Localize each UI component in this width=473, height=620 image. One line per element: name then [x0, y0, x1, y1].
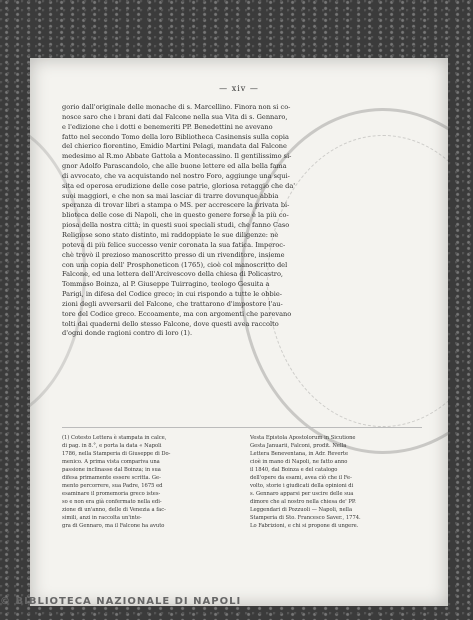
footnote-line: mento percorrere, sua Padre, 1675 ed	[62, 483, 163, 489]
text-line: blioteca delle cose di Napoli, che in questo genere forse è la più co-	[62, 211, 289, 220]
footnotes-right-column	[250, 434, 422, 530]
text-line: Parigi, in difesa del Codice greco; in cui rispondo a tutte le obbie-	[62, 290, 282, 299]
footnote-line: s. Gennaro apparsi per uscire delle sua	[250, 491, 354, 497]
footnote-line: il 1840, dal Boinza e del catalogo	[250, 467, 338, 473]
footnote-line: Lettera Beneventana, in Adr. Reverte	[250, 451, 349, 457]
text-line: tolti dai quaderni dello stesso Falcone, dove questi avea raccolto	[62, 319, 279, 328]
footnote-line: cioè in mano di Napoli, ne fatto anno	[250, 459, 348, 465]
text-line: d'ogni donde ragioni contro di loro (1).	[62, 329, 193, 338]
text-line: di avvocato, che va acquistando nel nostro Foro, aggiunge una squi-	[62, 171, 290, 180]
footnote-line: (1) Cotesto Lettera è stampata in calce,	[62, 435, 167, 441]
footnote-line: Vesta Epistola Apostolorum in Sicutione	[250, 435, 356, 441]
text-line: piosa della nostra città; in questi suoi speciali studi, che fanno Caso	[62, 221, 290, 230]
footnote-line: dimore che al nostro nella chiesa de' PP.	[250, 499, 356, 505]
text-line: speranza di trovar libri a stampa o MS. per accrescere la privata bi-	[62, 201, 290, 210]
text-line: medesimo al R.mo Abbate Gattola a Montecassino. Il gentilissimo si-	[62, 152, 292, 161]
text-line: e l'edizione che i dotti e benemeriti PP. Benedettini ne avevano	[62, 122, 273, 131]
footnotes-left-column	[62, 434, 234, 530]
document-page	[30, 58, 448, 606]
text-line: chè trovò il prezioso manoscritto presso di un rivenditore, insieme	[62, 250, 285, 259]
footnote-line: Gesta Januarii, Falconi, prodit. Nella	[250, 443, 347, 449]
footnote-line: dell'opere da esami, avea ciò che il Fe-	[250, 475, 352, 481]
text-line: nosce saro che i brani dati dal Falcone nella sua Vita di s. Gennaro,	[62, 112, 288, 121]
text-line: poteva di più felice successo venir coronata la sua fatica. Imperoc-	[62, 240, 286, 249]
watermark: © BIBLIOTECA NAZIONALE DI NAPOLI	[0, 596, 242, 607]
footnote-line: esaminare il promemoria greco istes-	[62, 491, 161, 497]
text-line: fatto nel secondo Tomo della loro Bibliotheca Casinensis sulla copia	[62, 132, 289, 141]
text-line: tore del Codice greco. Eccoamente, ma con argomenti che parevano	[62, 309, 292, 318]
footnote-divider	[62, 427, 422, 428]
footnote-line: menico. A prima vista compariva una	[62, 459, 160, 465]
footnote-line: Stamperia di Sto. Francesco Saver., 1774.	[250, 515, 361, 521]
footnote-line: so e non era già confermato nella edi-	[62, 499, 162, 505]
text-line: Religiose sono stato distinto, mi raddoppiate le sue diligenze: nè	[62, 230, 279, 239]
footnote-line: passione inclinasse dal Boinza; in sua	[62, 467, 161, 473]
text-line: gorio dall'originale delle monache di s. Marcellino. Finora non si co-	[62, 103, 291, 111]
footnote-line: Lo Fabrizioni, e chi si propone di ungere.	[250, 523, 359, 529]
text-line: gnor Adolfo Parascandolo, che alle buone lettere ed alla bella fama	[62, 162, 287, 171]
footnote-line: difesa primamente essere scritta. Ge-	[62, 475, 161, 481]
footnote-line: volto, storie i giudicati della opinioni di	[250, 483, 354, 489]
page-number: — xiv —	[219, 84, 259, 93]
footnote-line: Leggendari di Pozzuoli — Napoli, nella	[250, 507, 353, 513]
text-line: suoi maggiori, e che non sa mai lasciar di trarre dovunque abbia	[62, 191, 279, 200]
text-line: sita ed operosa erudizione delle cose patrie, gloriosa retaggio che da'	[62, 181, 296, 190]
footnote-line: di pag. in 8.°, e porta la data « Napoli	[62, 443, 162, 449]
footnote-line: zione di un'anno, delle di Venezia a fac-	[62, 507, 166, 513]
footnote-line: gra di Gennaro, ma il Falcone ha avuto	[62, 523, 165, 529]
text-line: Tommaso Boinza, al P. Giuseppe Tuirragino, teologo Gesuita a	[62, 280, 270, 289]
main-text	[62, 103, 422, 339]
footnote-line: simili, anzi in raccolta un'inte-	[62, 515, 142, 521]
text-line: zioni degli avversarii del Falcone, che trattarono d'impostore l'au-	[62, 299, 283, 308]
text-line: con una copia dell' Prosphoneticon (1765), cioè col manoscritto del	[62, 260, 288, 269]
text-line: del chierico fiorentino, Emidio Martini Pelagi, mandata dal Falcone	[62, 142, 287, 151]
footnote-line: 1786, nella Stamperia di Giuseppe di Do-	[62, 451, 171, 457]
text-line: Falcone, ed una lettera dell'Arcivescovo della chiesa di Policastro,	[62, 270, 284, 279]
